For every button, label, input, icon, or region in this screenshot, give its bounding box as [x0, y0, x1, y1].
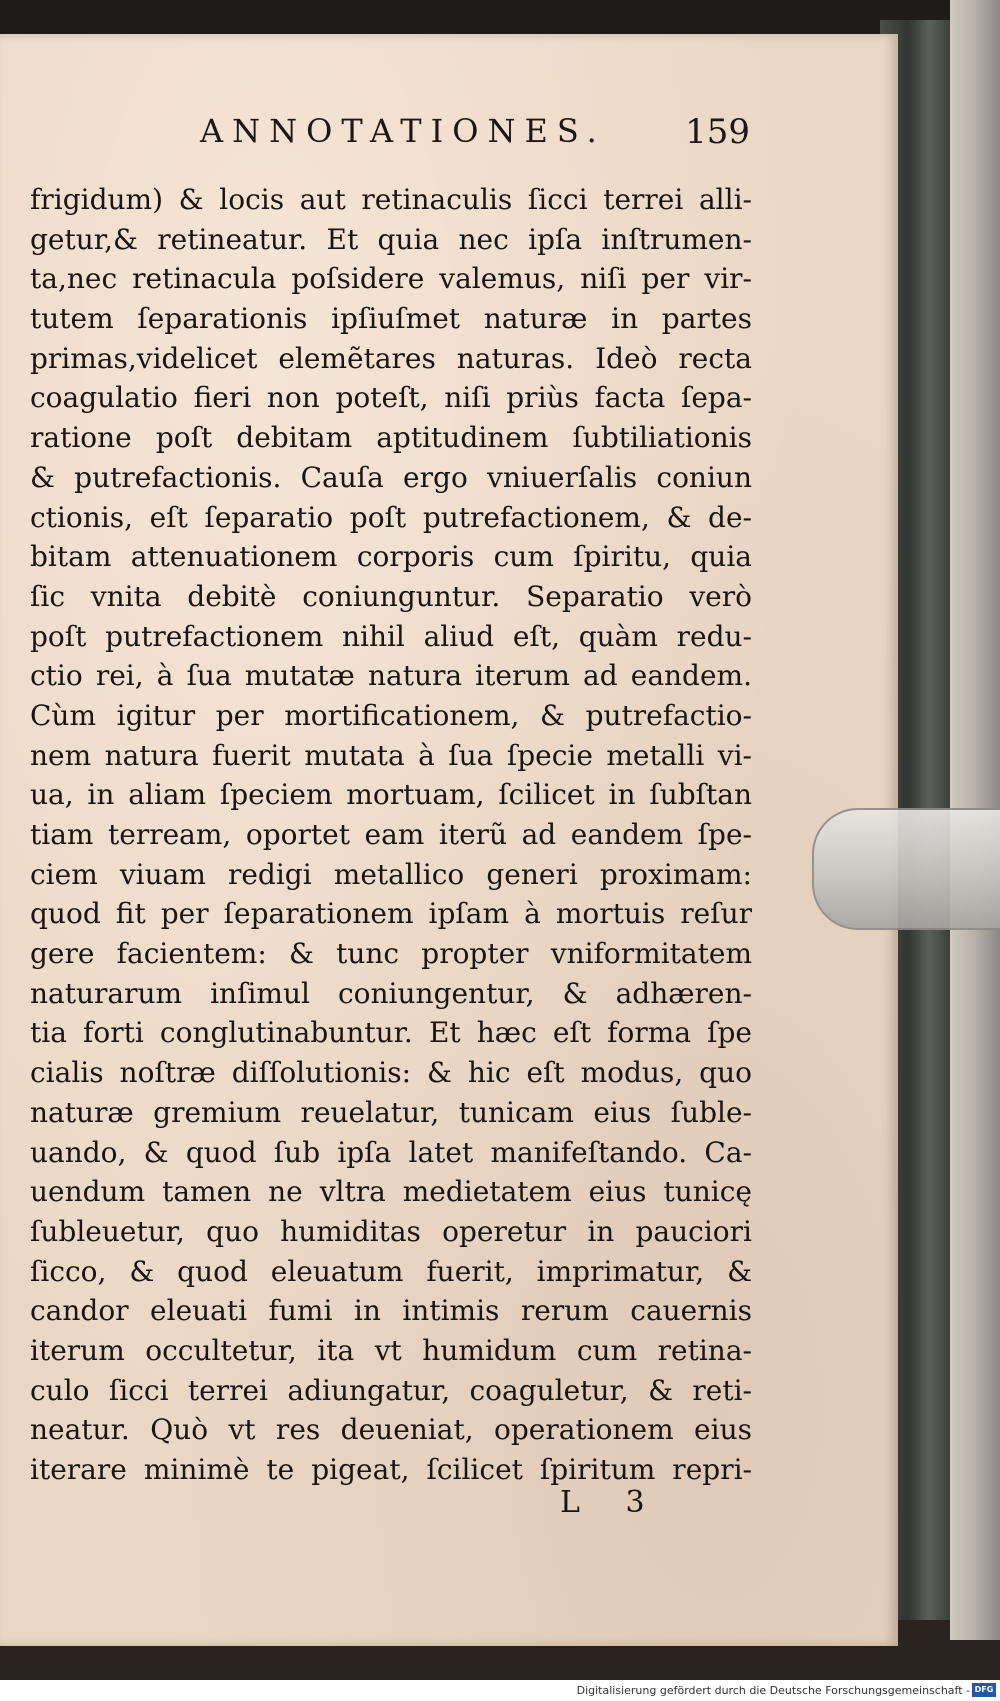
running-head-title: ANNOTATIONES. [200, 112, 606, 150]
text-line: tiam terream, oportet eam iterũ ad eandem ſpe- [30, 818, 752, 851]
text-line: primas,videlicet elemẽtares naturas. Ideò recta [30, 341, 752, 375]
text-line: ctio rei, à ſua mutatæ natura iterum ad eandem. [30, 659, 752, 693]
text-line: uendum tamen ne vltra medietatem eius tunicę [30, 1175, 752, 1209]
text-line: & putrefactionis. Cauſa ergo vniuerſalis coniun [30, 460, 752, 494]
text-line: nem natura fuerit mutata à ſua ſpecie metalli vi- [30, 738, 752, 772]
text-line: ſic vnita debitè coniunguntur. Separatio verò [30, 579, 752, 613]
text-line: ta,nec retinacula poſsidere valemus, niſi per vir- [30, 262, 752, 296]
text-line: iterum occultetur, ita vt humidum cum retina- [30, 1333, 752, 1367]
text-line: ſicco, & quod eleuatum fuerit, imprimatur, & [30, 1254, 752, 1288]
dfg-logo-icon: DFG [972, 1683, 996, 1697]
text-line: getur,& retineatur. Et quia nec ipſa inſtrumen- [30, 222, 752, 256]
text-line: naturarum inſimul coniungentur, & adhæren- [30, 976, 752, 1010]
running-head [200, 112, 750, 172]
text-line: uando, & quod ſub ipſa latet manifeſtando. Ca- [30, 1135, 752, 1169]
text-line: iterare minimè te pigeat, ſcilicet ſpiritum repri- [30, 1453, 752, 1486]
text-line: ſubleuetur, quo humiditas operetur in pauciori [30, 1214, 752, 1248]
text-line: quod fit per ſeparationem ipſam à mortuis reſur [30, 897, 752, 931]
text-line: culo ſicci terrei adiungatur, coaguletur, & reti- [30, 1373, 752, 1407]
page-number: 159 [685, 112, 750, 152]
text-line: poſt putrefactionem nihil aliud eſt, quàm redu- [30, 619, 752, 653]
catchword: L 3 [560, 1485, 663, 1520]
text-line: cialis noſtræ diſſolutionis: & hic eſt modus, quo [30, 1056, 752, 1090]
text-line: coagulatio fieri non poteſt, niſi priùs facta ſepa- [30, 381, 752, 415]
digitization-credit: Digitalisierung gefördert durch die Deutsche Forschungsgemeinschaft - [576, 1684, 970, 1697]
text-line: candor eleuati fumi in intimis rerum cauernis [30, 1294, 752, 1328]
text-line: neatur. Quò vt res deueniat, operationem eius [30, 1413, 752, 1447]
text-line: tutem ſeparationis ipſiuſmet naturæ in partes [30, 302, 752, 336]
text-line: frigidum) & locis aut retinaculis ſicci terrei alli- [30, 183, 752, 216]
text-line: ratione poſt debitam aptitudinem ſubtiliationis [30, 421, 752, 455]
text-line: ctionis, eſt ſeparatio poſt putrefactionem, & de- [30, 500, 752, 534]
bookmark-clip [812, 808, 1000, 930]
text-line: naturæ gremium reuelatur, tunicam eius ſuble- [30, 1095, 752, 1129]
text-line: Cùm igitur per mortificationem, & putrefactio- [30, 698, 752, 732]
body-text [30, 180, 752, 1490]
text-line: ua, in aliam ſpeciem mortuam, ſcilicet in ſubſtan [30, 778, 752, 812]
text-line: gere facientem: & tunc propter vniformitatem [30, 937, 752, 971]
text-line: bitam attenuationem corporis cum ſpiritu, quia [30, 540, 752, 574]
text-line: ciem viuam redigi metallico generi proximam: [30, 857, 752, 891]
text-line: tia forti conglutinabuntur. Et hæc eſt forma ſpe [30, 1016, 752, 1050]
